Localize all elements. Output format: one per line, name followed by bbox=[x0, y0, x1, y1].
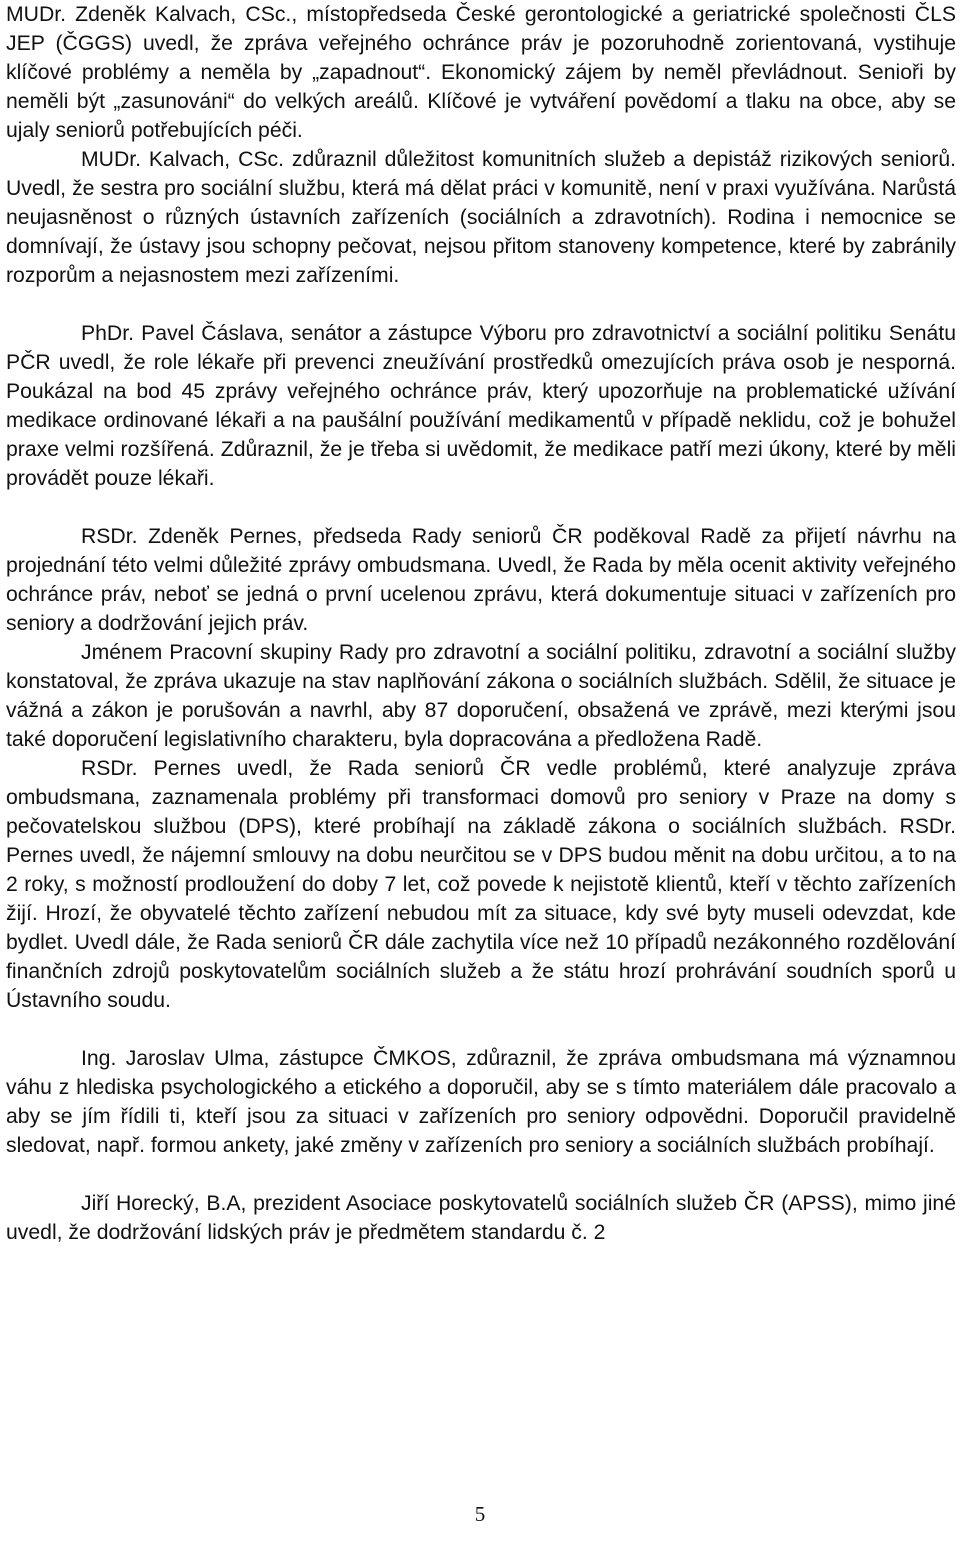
paragraph-kalvach-intro: MUDr. Zdeněk Kalvach, CSc., místopředseda České gerontologické a geriatrické společnosti ČLS JEP (ČGGS) uvedl, že zpráva veřejného ochránce práv je pozoruhodně zorientovaná, vystihuje klíčové problémy a neměla by „zapadnout“. Ekonomický zájem by neměl převládnout. Senioři by neměli být „zasunováni“ do velkých areálů. Klíčové je vytváření povědomí a tlaku na obce, aby se ujaly seniorů potřebujících péči. bbox=[6, 3, 956, 142]
paragraph-ulma: Ing. Jaroslav Ulma, zástupce ČMKOS, zdůraznil, že zpráva ombudsmana má významnou váhu z hlediska psychologického a etického a doporučil, aby se s tímto materiálem dále pracovalo a aby se jím řídili ti, kteří jsou za situaci v zařízeních pro seniory odpovědni. Doporučil pravidelně sledovat, např. formou ankety, jaké změny v zařízeních pro seniory a sociálních službách probíhají. bbox=[6, 1047, 956, 1157]
page-number: 5 bbox=[474, 1502, 486, 1526]
paragraph-caslava: PhDr. Pavel Čáslava, senátor a zástupce Výboru pro zdravotnictví a sociální politiku Senátu PČR uvedl, že role lékaře při prevenci zneužívání prostředků omezujících práva osob je nesporná. Poukázal na bod 45 zprávy veřejného ochránce práv, který upozorňuje na problematické užívání medikace ordinované lékaři a na paušální používání medikamentů v případě neklidu, což je bohužel praxe velmi rozšířená. Zdůraznil, že je třeba si uvědomit, že medikace patří mezi úkony, které by měli provádět pouze lékaři. bbox=[6, 322, 956, 490]
document-page bbox=[6, 0, 956, 1247]
paragraph-horecky: Jiří Horecký, B.A, prezident Asociace poskytovatelů sociálních služeb ČR (APSS), mimo jiné uvedl, že dodržování lidských práv je předmětem standardu č. 2 bbox=[6, 1192, 956, 1244]
paragraph-pernes-thanks: RSDr. Zdeněk Pernes, předseda Rady seniorů ČR poděkoval Radě za přijetí návrhu na projednání této velmi důležité zprávy ombudsmana. Uvedl, že Rada by měla ocenit aktivity veřejného ochránce práv, neboť se jedná o první ucelenou zprávu, která dokumentuje situaci v zařízeních pro seniory a dodržování jejich práv. bbox=[6, 525, 956, 635]
paragraph-pernes-problems: RSDr. Pernes uvedl, že Rada seniorů ČR vedle problémů, které analyzuje zpráva ombudsmana, zaznamenala problémy při transformaci domovů pro seniory v Praze na domy s pečovatelskou službou (DPS), které probíhají na základě zákona o sociálních službách. RSDr. Pernes uvedl, že nájemní smlouvy na dobu neurčitou se v DPS budou měnit na dobu určitou, a to na 2 roky, s možností prodloužení do doby 7 let, což povede k nejistotě klientů, kteří v těchto zařízeních žijí. Hrozí, že obyvatelé těchto zařízení nebudou mít za situace, kdy své byty museli odevzdat, kde bydlet. Uvedl dále, že Rada seniorů ČR dále zachytila více než 10 případů nezákonného rozdělování finančních zdrojů poskytovatelům sociálních služeb a že státu hrozí prohrávání soudních sporů u Ústavního soudu. bbox=[6, 757, 956, 1012]
paragraph-kalvach-community: MUDr. Kalvach, CSc. zdůraznil důležitost komunitních služeb a depistáž rizikových seniorů. Uvedl, že sestra pro sociální službu, která má dělat práci v komunitě, není v praxi využívána. Narůstá neujasněnost o různých ústavních zařízeních (sociálních a zdravotních). Rodina i nemocnice se domnívají, že ústavy jsou schopny pečovat, nejsou přitom stanoveny kompetence, které by zabránily rozporům a nejasnostem mezi zařízeními. bbox=[6, 148, 956, 287]
paragraph-pernes-working-group: Jménem Pracovní skupiny Rady pro zdravotní a sociální politiku, zdravotní a sociální služby konstatoval, že zpráva ukazuje na stav naplňování zákona o sociálních službách. Sdělil, že situace je vážná a zákon je porušován a navrhl, aby 87 doporučení, obsažená ve zprávě, mezi kterými jsou také doporučení legislativního charakteru, byla dopracována a předložena Radě. bbox=[6, 641, 956, 751]
